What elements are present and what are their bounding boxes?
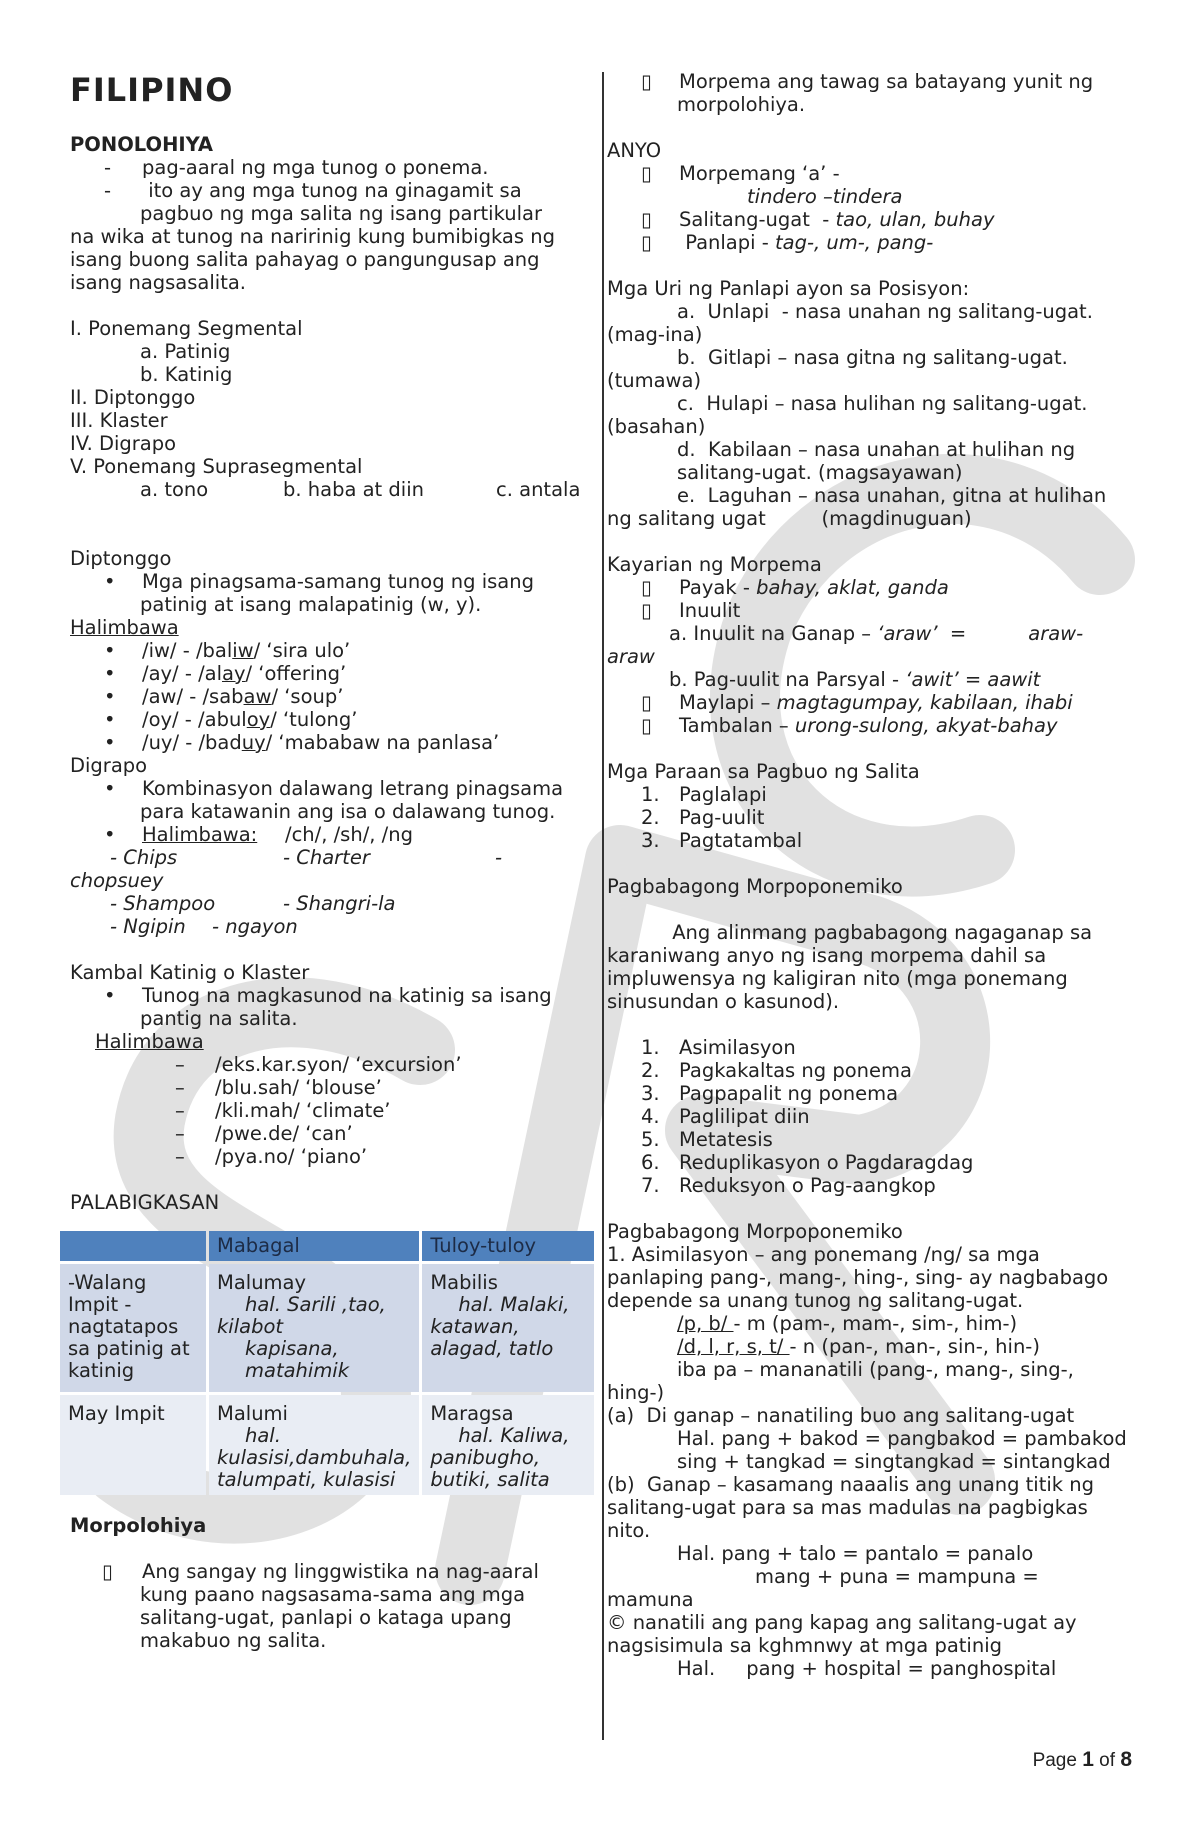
kayarian-item: ▯ Tambalan – urong-sulong, akyat-bahay xyxy=(641,714,1058,737)
diptonggo-heading: Diptonggo xyxy=(70,547,172,570)
list-item: a. Patinig xyxy=(140,340,231,363)
anyo-heading: ANYO xyxy=(607,139,662,162)
klaster-example: – /eks.kar.syon/ ‘excursion’ xyxy=(175,1053,462,1076)
digrapo-example: chopsuey xyxy=(70,869,164,892)
panlapi-item-line: ng salitang ugat (magdinuguan) xyxy=(607,507,972,530)
table-header-cell: Mabagal xyxy=(209,1231,419,1261)
kayarian-item: ▯ Inuulit xyxy=(641,599,741,622)
digrapo-def: • Kombinasyon dalawang letrang pinagsama xyxy=(104,777,564,800)
table-cell: Malumay hal. Sarili ,tao, kilabot kapisana, matahimik xyxy=(209,1264,419,1392)
panlapi-item: d. Kabilaan – nasa unahan at hulihan ng xyxy=(677,438,1076,461)
dip-example: • /ay/ - /alay/ ‘offering’ xyxy=(104,662,347,685)
kayarian-item: ▯ Payak - bahay, aklat, ganda xyxy=(641,576,949,599)
pagbabago-item: 2. Pagkakaltas ng ponema xyxy=(641,1059,912,1082)
panlapi-item: e. Laguhan – nasa unahan, gitna at hulihan xyxy=(677,484,1107,507)
ganap-line: (b) Ganap – kasamang naaalis ang unang titik ng xyxy=(607,1473,1095,1496)
panlapi-heading: Mga Uri ng Panlapi ayon sa Posisyon: xyxy=(607,277,970,300)
digrapo-heading: Digrapo xyxy=(70,754,148,777)
table-cell: May Impit xyxy=(60,1395,206,1495)
di-ganap-example: sing + tangkad = singtangkad = sintangkad xyxy=(677,1450,1111,1473)
paraan-item: 3. Pagtatambal xyxy=(641,829,803,852)
anyo-item: ▯ Panlapi - tag-, um-, pang- xyxy=(641,231,934,254)
ganap-example-line: mamuna xyxy=(607,1588,694,1611)
anyo-item: ▯ Morpemang ‘a’ - xyxy=(641,162,840,185)
morpolohiya-def: ▯ Ang sangay ng linggwistika na nag-aaral xyxy=(102,1560,539,1583)
dip-example: • /aw/ - /sabaw/ ‘soup’ xyxy=(104,685,344,708)
morpolohiya-def-line: makabuo ng salita. xyxy=(140,1629,327,1652)
panlapi-item-line: (mag-ina) xyxy=(607,323,703,346)
table-cell: Maragsa hal. Kaliwa, panibugho, butiki, salita xyxy=(422,1395,594,1495)
asimilasyon-line: depende sa unang tunog ng salitang-ugat. xyxy=(607,1289,1024,1312)
pagbabago-item: 7. Reduksyon o Pag-aangkop xyxy=(641,1174,936,1197)
halimbawa-label: Halimbawa xyxy=(70,616,179,639)
ponolohiya-def-2-line: pagbuo ng mga salita ng isang partikular xyxy=(140,202,543,225)
digrapo-example: - Shampoo - Shangri-la xyxy=(110,892,396,915)
klaster-def-line: pantig na salita. xyxy=(140,1007,298,1030)
palabigkasan-table xyxy=(57,1228,597,1498)
table-header-cell xyxy=(60,1231,206,1261)
asimilasyon-rule: iba pa – mananatili (pang-, mang-, sing-, xyxy=(677,1358,1074,1381)
supra-c: c. antala xyxy=(496,478,581,501)
klaster-example: – /pwe.de/ ‘can’ xyxy=(175,1122,353,1145)
pagbabago-item: 3. Pagpapalit ng ponema xyxy=(641,1082,899,1105)
nanatili-line: © nanatili ang pang kapag ang salitang-ugat ay xyxy=(607,1611,1077,1634)
digrapo-example: - Ngipin - ngayon xyxy=(110,915,298,938)
anyo-item: ▯ Salitang-ugat - tao, ulan, buhay xyxy=(641,208,995,231)
table-row xyxy=(60,1264,594,1392)
dip-example: • /oy/ - /abuloy/ ‘tulong’ xyxy=(104,708,358,731)
asimilasyon-rule-line: hing-) xyxy=(607,1381,665,1404)
paraan-item: 2. Pag-uulit xyxy=(641,806,765,829)
list-item: I. Ponemang Segmental xyxy=(70,317,303,340)
pagbabago-def: sinusundan o kasunod). xyxy=(607,990,840,1013)
di-ganap-line: (a) Di ganap – nanatiling buo ang salitang-ugat xyxy=(607,1404,1075,1427)
panlapi-item-line: (basahan) xyxy=(607,415,706,438)
list-item: IV. Digrapo xyxy=(70,432,177,455)
paraan-item: 1. Paglalapi xyxy=(641,783,767,806)
inuulit-a: a. Inuulit na Ganap – ‘araw’ = araw- xyxy=(669,622,1084,645)
table-header-cell: Tuloy-tuloy xyxy=(422,1231,594,1261)
asimilasyon-rule: /d, l, r, s, t/ - n (pan-, man-, sin-, hin-) xyxy=(677,1335,1040,1358)
palabigkasan-heading: PALABIGKASAN xyxy=(70,1191,220,1214)
pagbabago-item: 4. Paglilipat diin xyxy=(641,1105,810,1128)
kayarian-heading: Kayarian ng Morpema xyxy=(607,553,822,576)
dip-example: • /iw/ - /baliw/ ‘sira ulo’ xyxy=(104,639,351,662)
supra-a: a. tono xyxy=(140,478,209,501)
pagbabago-item: 5. Metatesis xyxy=(641,1128,773,1151)
morpolohiya-def-line: salitang-ugat, panlapi o kataga upang xyxy=(140,1606,512,1629)
pagbabago-def: karaniwang anyo ng isang morpema dahil sa xyxy=(607,944,1047,967)
nanatili-example: Hal. pang + hospital = panghospital xyxy=(677,1657,1057,1680)
inuulit-b: b. Pag-uulit na Parsyal - ‘awit’ = aawit xyxy=(669,668,1041,691)
table-cell: -Walang Impit -nagtatapos sa patinig at katinig xyxy=(60,1264,206,1392)
ganap-example: Hal. pang + talo = pantalo = panalo xyxy=(677,1542,1034,1565)
pagbabago-item: 1. Asimilasyon xyxy=(641,1036,796,1059)
supra-b: b. haba at diin xyxy=(283,478,424,501)
kayarian-item: ▯ Maylapi – magtagumpay, kabilaan, ihabi xyxy=(641,691,1073,714)
klaster-example: – /kli.mah/ ‘climate’ xyxy=(175,1099,391,1122)
nanatili-line: nagsisimula sa kghmnwy at mga patinig xyxy=(607,1634,1002,1657)
pagbabago-item: 6. Reduplikasyon o Pagdaragdag xyxy=(641,1151,974,1174)
digrapo-def-line: para katawanin ang isa o dalawang tunog. xyxy=(140,800,556,823)
panlapi-item-line: (tumawa) xyxy=(607,369,702,392)
ponolohiya-heading: PONOLOHIYA xyxy=(70,133,213,156)
table-cell: Mabilis hal. Malaki, katawan, alagad, tatlo xyxy=(422,1264,594,1392)
diptonggo-def-line: patinig at isang malapatinig (w, y). xyxy=(140,593,482,616)
klaster-heading: Kambal Katinig o Klaster xyxy=(70,961,310,984)
table-header-row xyxy=(60,1231,594,1261)
inuulit-a-line: araw xyxy=(607,645,655,668)
paraan-heading: Mga Paraan sa Pagbuo ng Salita xyxy=(607,760,920,783)
anyo-example: tindero –tindera xyxy=(747,185,903,208)
pagbabago-def: impluwensya ng kaligiran nito (mga ponemang xyxy=(607,967,1068,990)
pagbabago-heading: Pagbabagong Morpoponemiko xyxy=(607,875,903,898)
table-row xyxy=(60,1395,594,1495)
morpolohiya-def-line: kung paano nagsasama-sama ang mga xyxy=(140,1583,526,1606)
asimilasyon-line: 1. Asimilasyon – ang ponemang /ng/ sa mga xyxy=(607,1243,1040,1266)
page-number: Page 1 of 8 xyxy=(1032,1748,1132,1771)
asimilasyon-rule: /p, b/ - m (pam-, mam-, sim-, him-) xyxy=(677,1312,1018,1335)
morpema-def-line: morpolohiya. xyxy=(677,93,806,116)
ganap-line: salitang-ugat para sa mas madulas na pagbigkas xyxy=(607,1496,1088,1519)
ganap-line: nito. xyxy=(607,1519,651,1542)
klaster-example: – /pya.no/ ‘piano’ xyxy=(175,1145,368,1168)
ponolohiya-def-2-line: na wika at tunog na naririnig kung bumibigkas ng xyxy=(70,225,555,248)
pagbabago-def: Ang alinmang pagbabagong nagaganap sa xyxy=(635,921,1093,944)
list-item: III. Klaster xyxy=(70,409,168,432)
suprasegmental-row xyxy=(70,478,590,501)
dip-example: • /uy/ - /baduy/ ‘mababaw na panlasa’ xyxy=(104,731,500,754)
ponolohiya-def-2: - ito ay ang mga tunog na ginagamit sa xyxy=(104,179,522,202)
pagbabago2-heading: Pagbabagong Morpoponemiko xyxy=(607,1220,903,1243)
column-divider xyxy=(602,72,604,1740)
ponolohiya-def-2-line: isang buong salita pahayag o pangungusap ang xyxy=(70,248,540,271)
digrapo-example-row: • Halimbawa: /ch/, /sh/, /ng xyxy=(104,823,413,846)
list-item: V. Ponemang Suprasegmental xyxy=(70,455,363,478)
diptonggo-def: • Mga pinagsama-samang tunog ng isang xyxy=(104,570,534,593)
panlapi-item-line: salitang-ugat. (magsayawan) xyxy=(677,461,963,484)
klaster-example: – /blu.sah/ ‘blouse’ xyxy=(175,1076,382,1099)
asimilasyon-line: panlaping pang-, mang-, hing-, sing- ay nagbabago xyxy=(607,1266,1109,1289)
digrapo-example: - Chips - Charter - xyxy=(110,846,503,869)
di-ganap-example: Hal. pang + bakod = pangbakod = pambakod xyxy=(677,1427,1127,1450)
ponolohiya-def-2-line: isang nagsasalita. xyxy=(70,271,246,294)
right-column xyxy=(607,70,1147,1680)
left-column xyxy=(70,70,590,1652)
morpema-def: ▯ Morpema ang tawag sa batayang yunit ng xyxy=(641,70,1094,93)
document-title: FILIPINO xyxy=(70,71,234,109)
panlapi-item: a. Unlapi - nasa unahan ng salitang-ugat. xyxy=(677,300,1093,323)
panlapi-item: b. Gitlapi – nasa gitna ng salitang-ugat. xyxy=(677,346,1068,369)
ponolohiya-def-1: - pag-aaral ng mga tunog o ponema. xyxy=(104,156,489,179)
list-item: II. Diptonggo xyxy=(70,386,196,409)
panlapi-item: c. Hulapi – nasa hulihan ng salitang-ugat. xyxy=(677,392,1088,415)
list-item: b. Katinig xyxy=(140,363,233,386)
table-cell: Malumi hal. kulasisi,dambuhala, talumpati, kulasisi xyxy=(209,1395,419,1495)
klaster-halimbawa: Halimbawa xyxy=(95,1030,204,1053)
klaster-def: • Tunog na magkasunod na katinig sa isang xyxy=(104,984,552,1007)
ganap-example: mang + puna = mampuna = xyxy=(755,1565,1039,1588)
morpolohiya-heading: Morpolohiya xyxy=(70,1514,207,1537)
